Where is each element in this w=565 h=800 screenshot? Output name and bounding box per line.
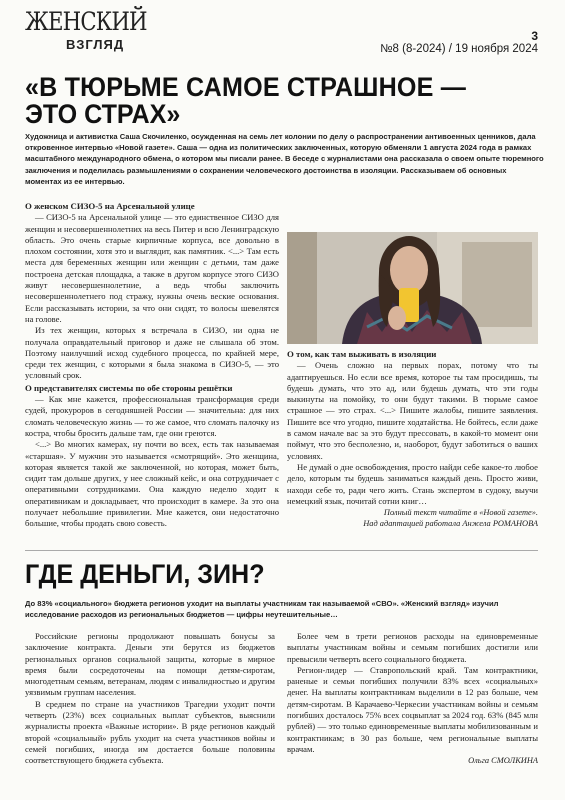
section3-paragraph: — Очень сложно на первых порах, потому что ты адаптируешься. Но если все время, которое ты там просидишь, ты будешь думать, что это ад, или будешь думать, что эти годы выкинуты на помойку, то они будут такими. В тюрьме самое страшное — это страх. <...> Пишите жалобы, пишите заявления. Пишите все что угодно, пишите ходатайства. Не бойтесь, если даже в самом начале вас за это будут прессовать, в какой-то момент они поймут, что это бесполезно, и, наоборот, будут заботиться о ваших условиях. [287, 360, 538, 461]
section3-heading: О том, как там выживать в изоляции [287, 349, 437, 359]
article1-headline-line1: «В ТЮРЬМЕ САМОЕ СТРАШНОЕ — [25, 72, 467, 102]
section3-paragraph: Не думай о дне освобождения, просто найди себе какое-то любое дело, которым ты будешь заниматься каждый день. Просто живи, находи себе то, ради чего жить. Стань экспертом в судоку, выучи немецкий язык, почитай сотни книг… [287, 461, 538, 506]
article1-credit-source: Полный текст читайте в «Новой газете». [383, 508, 538, 518]
article-divider [25, 550, 538, 551]
section2-paragraph: <...> Во многих камерах, ну почти во всех, есть так называемая «старшая». У мужчин это называется «смотрящий». Это женщина, которая является такой же заключенной, но которая, может быть, сидит там дольше других, у нее сложный кейс, и она сотрудничает с оперативными сотрудниками. Она каждую неделю ходит к оперативникам и докладывает, что происходит в камере. За это она получает небольшие привилегии. Мне кажется, они недостаточно большие, чтобы продать свою совесть. [25, 439, 279, 529]
section2-paragraph: — Как мне кажется, профессиональная трансформация среди судей, прокуроров в сегодняшней России — значительна: для них сломать человеческую жизнь — то же самое, что сломать палочку из костра, чтобы бросить дальше там, где они греются. [25, 394, 279, 438]
article2-paragraph: Регион-лидер — Ставропольский край. Там контрактники, раненые и семьи погибших получили 83% всех «социальных» денег. На выплаты контрактникам выделили в 12 раз больше, чем детям-сиротам. В Карачаево-Черкесии участникам войны и семьям погибших досталось 75% всех соцвыплат за 2024 год. 63% (845 млн рублей) — это только единовременные выплаты мобилизованным и контрактникам; в 30 раз больше, чем региональные выплаты врачам. [287, 664, 538, 754]
portrait-photo [287, 232, 538, 344]
article1-right-column [287, 348, 538, 530]
issue-info: №8 (8-2024) / 19 ноября 2024 [380, 43, 538, 55]
article1-headline-line2: ЭТО СТРАХ» [25, 99, 181, 129]
section1-paragraph: — СИЗО-5 на Арсенальной улице — это единственное СИЗО для женщин и несовершеннолетних на весь Питер и всю Ленинградскую область. Это очень старые кирпичные корпуса, все довольно в плохом состоянии, хотя это и выглядит, как памятник. <...> Там есть места для беременных женщин или женщин с детьми, там даже построена детская площадка, а также в другом корпусе этого СИЗО живут несовершеннолетние, а ведь чтобы заключить несовершеннолетнего под стражу, нужны очень веские основания. Если рассказывать истории, за что они сидят, то волосы шевелятся на голове. [25, 212, 279, 324]
article2-paragraph: В среднем по стране на участников Трагедии уходит почти четверть (23%) всех социальных выплат субъектов, выяснили журналисты проекта «Важные истории». В ряде регионов каждый второй «социальный» рубль уходит на счета участников войны и семей погибших, иногда им достается больше половины соответствующего бюджета субъекта. [25, 698, 275, 766]
article2-headline: ГДЕ ДЕНЬГИ, ЗИН? [25, 559, 265, 589]
article2-author: Ольга СМОЛКИНА [468, 756, 538, 766]
article2-right-column [287, 631, 538, 767]
section2-heading: О представителях системы по обе стороны решётки [25, 382, 233, 393]
article2-lead: До 83% «социального» бюджета регионов уходит на выплаты участникам так называемой «СВО». «Женский взгляд» изучил исследование расходов из региональных бюджетов — цифры неутешительные… [25, 599, 499, 620]
portrait-photo-illustration [287, 232, 538, 344]
section1-heading: О женском СИЗО-5 на Арсенальной улице [25, 201, 195, 211]
article1-credit-author: Над адаптацией работала Анжела РОМАНОВА [363, 519, 538, 529]
article1-left-column [25, 200, 279, 530]
page-number: 3 [531, 29, 538, 43]
article2-left-column [25, 631, 275, 767]
article1-lead: Художница и активистка Саша Скочиленко, осужденная на семь лет колонии по делу о распространении антивоенных ценников, дала откровенное интервью «Новой газете». Саша — одна из политических заключенных, которую обменяли 1 августа 2024 года в рамках масштабного международного обмена, о котором мы писали ранее. В беседе с журналистами она рассказала о своем опыте тюремного заключения и поделилась размышлениями о сохранении человеческого достоинства в изоляции. Рассказываем об основных моментах из ее интервью. [25, 132, 544, 186]
article2-paragraph: Российские регионы продолжают повышать бонусы за заключение контракта. Деньги эти берутся из бюджетов региональных органов социальной защиты, которые в мирное время были сосредоточены на помощи детям-сиротам, многодетным семьям, ветеранам, людям с инвалидностью и другим уязвимым группам населения. [25, 631, 275, 698]
section1-paragraph: Из тех женщин, которых я встречала в СИЗО, ни одна не получала оправдательный приговор и даже не слышала об этом. Поэтому наилучший исход судебного процесса, по крайней мере, среди тех женщин, с которыми я была знакома в СИЗО-5, — это условный срок. [25, 325, 279, 381]
masthead-title: ЖЕНСКИЙ [25, 7, 147, 36]
article2-paragraph: Более чем в трети регионов расходы на единовременные выплаты участникам войны и семьям погибших достигли или превысили четверть всего социального бюджета. [287, 631, 538, 664]
masthead-subtitle: ВЗГЛЯД [66, 37, 125, 52]
